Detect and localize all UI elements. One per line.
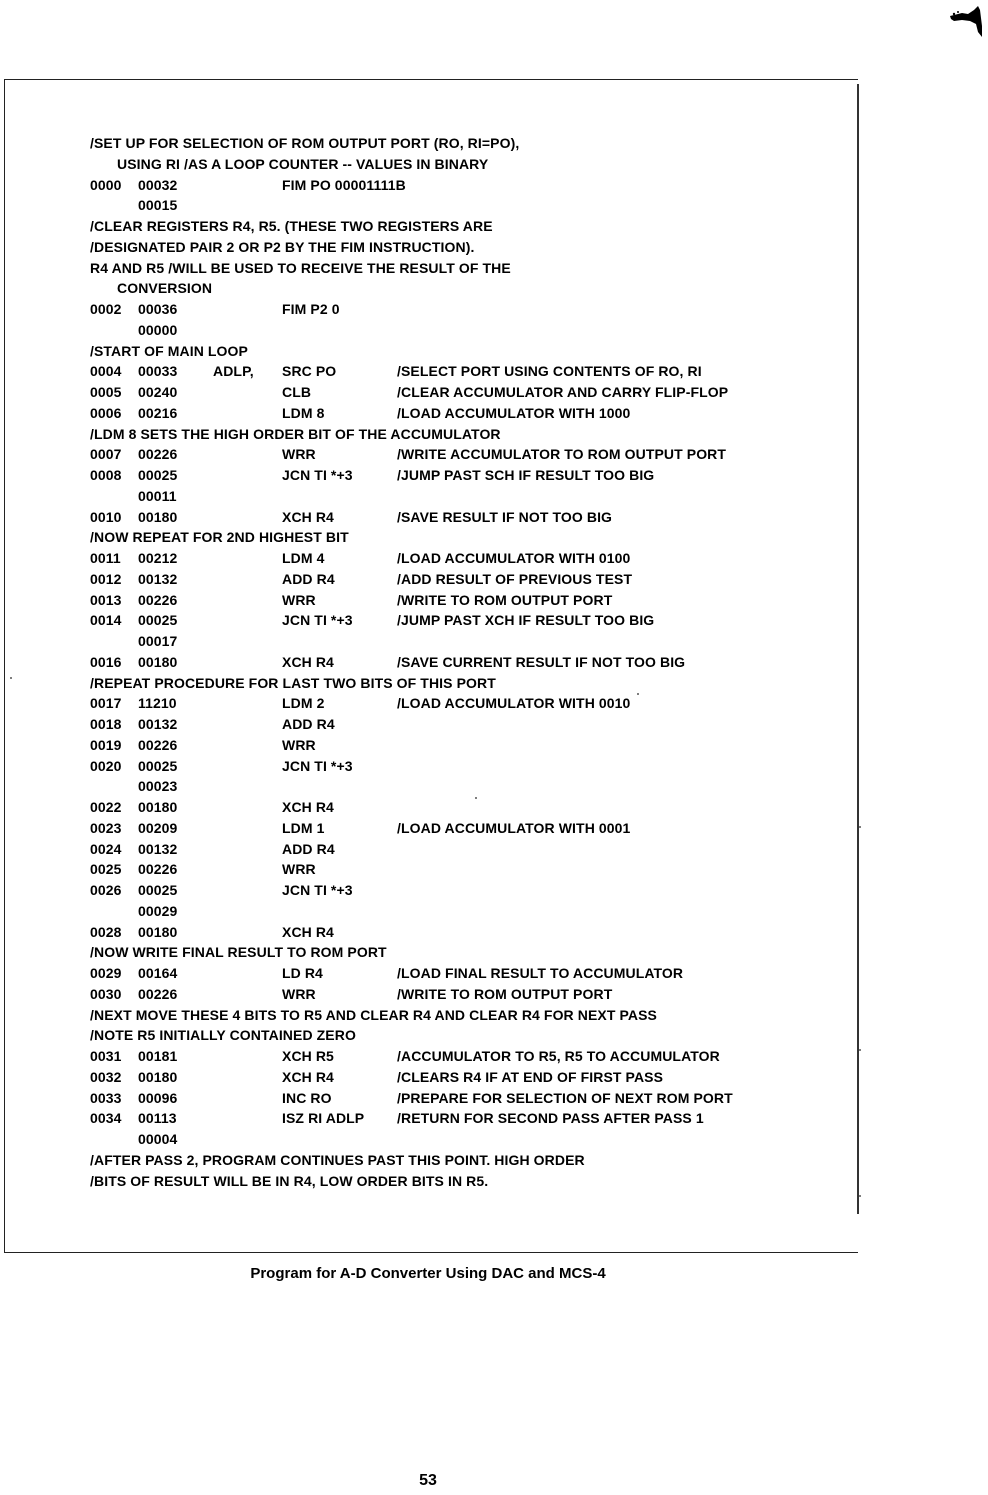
code-line [87, 859, 847, 880]
continuation-line [87, 195, 847, 216]
instruction: LD R4 [282, 965, 323, 981]
octal-code: 00181 [138, 1048, 178, 1064]
address: 0004 [90, 363, 122, 380]
comment-line [87, 1171, 847, 1192]
continuation-line [87, 320, 847, 341]
scan-speck [859, 826, 861, 828]
address: 0019 [90, 736, 122, 753]
inline-comment: /LOAD ACCUMULATOR WITH 1000 [397, 404, 631, 421]
instruction: CLB [282, 384, 312, 400]
instruction: LDM 4 [282, 550, 325, 566]
comment-text: /NOW WRITE FINAL RESULT TO ROM PORT [90, 944, 387, 961]
instruction: WRR [282, 736, 316, 753]
address: 0022 [90, 799, 122, 815]
code-line [87, 1088, 847, 1109]
comment-line [87, 154, 847, 175]
octal-code: 00212 [138, 550, 178, 566]
comment-text: /NEXT MOVE THESE 4 BITS TO R5 AND CLEAR R4 AND CLEAR R4 FOR NEXT PASS [90, 1006, 657, 1023]
inline-comment: /SAVE RESULT IF NOT TOO BIG [397, 508, 613, 525]
instruction: FIM PO 00001111B [282, 176, 406, 193]
octal-code: 00025 [138, 882, 178, 898]
continuation-line [87, 486, 847, 507]
instruction: JCN TI *+3 [282, 467, 353, 483]
inline-comment: /PREPARE FOR SELECTION OF NEXT ROM PORT [397, 1089, 733, 1106]
instruction: XCH R4 [282, 508, 334, 525]
comment-text: /REPEAT PROCEDURE FOR LAST TWO BITS OF THIS PORT [90, 674, 496, 691]
inline-comment: /SELECT PORT USING CONTENTS OF RO, RI [397, 363, 702, 380]
instruction: WRR [282, 861, 316, 878]
address: 0011 [90, 550, 121, 566]
code-line [87, 361, 847, 382]
instruction: INC RO [282, 1089, 332, 1106]
octal-code: 00226 [138, 446, 178, 463]
code-line [87, 444, 847, 465]
inline-comment: /WRITE TO ROM OUTPUT PORT [397, 985, 613, 1002]
inline-comment: /JUMP PAST XCH IF RESULT TOO BIG [397, 612, 655, 629]
code-line [87, 963, 847, 984]
code-line [87, 880, 847, 901]
instruction: LDM 1 [282, 819, 325, 836]
figure-caption: Program for A-D Converter Using DAC and MCS-4 [250, 1265, 606, 1282]
comment-text: /AFTER PASS 2, PROGRAM CONTINUES PAST THIS POINT. HIGH ORDER [90, 1151, 585, 1168]
inline-comment: /ACCUMULATOR TO R5, R5 TO ACCUMULATOR [397, 1048, 720, 1064]
octal-code: 00011 [138, 487, 177, 504]
address: 0030 [90, 985, 122, 1002]
code-line [87, 548, 847, 569]
octal-code: 00132 [138, 570, 178, 587]
octal-code: 00226 [138, 861, 178, 878]
instruction: ISZ RI ADLP [282, 1110, 365, 1127]
comment-text: R4 AND R5 /WILL BE USED TO RECEIVE THE RESULT OF THE [90, 259, 511, 276]
octal-code: 00240 [138, 384, 178, 400]
inline-comment: /JUMP PAST SCH IF RESULT TOO BIG [397, 467, 655, 483]
code-line [87, 465, 847, 486]
address: 0028 [90, 923, 122, 940]
code-line [87, 299, 847, 320]
code-line [87, 175, 847, 196]
code-line [87, 569, 847, 590]
octal-code: 00164 [138, 965, 178, 981]
octal-code: 00015 [138, 197, 178, 214]
code-line [87, 693, 847, 714]
octal-code: 00017 [138, 633, 178, 649]
address: 0024 [90, 840, 122, 857]
instruction: XCH R5 [282, 1048, 334, 1064]
code-line [87, 403, 847, 424]
continuation-line [87, 901, 847, 922]
address: 0005 [90, 384, 122, 400]
continuation-line [87, 631, 847, 652]
instruction: ADD R4 [282, 840, 335, 857]
inline-comment: /SAVE CURRENT RESULT IF NOT TOO BIG [397, 653, 686, 670]
scan-speck [475, 797, 477, 799]
comment-line [87, 1025, 847, 1046]
address: 0016 [90, 653, 122, 670]
octal-code: 00216 [138, 404, 178, 421]
inline-comment: /WRITE ACCUMULATOR TO ROM OUTPUT PORT [397, 446, 727, 463]
octal-code: 00209 [138, 819, 178, 836]
corner-mark-icon [948, 4, 986, 38]
address: 0029 [90, 965, 122, 981]
instruction: LDM 8 [282, 404, 325, 421]
comment-line [87, 216, 847, 237]
address: 0034 [90, 1110, 122, 1127]
address: 0012 [90, 570, 122, 587]
address: 0007 [90, 446, 122, 463]
page-number: 53 [419, 1472, 437, 1489]
address: 0020 [90, 757, 122, 774]
octal-code: 00029 [138, 902, 178, 919]
address: 0002 [90, 301, 122, 317]
address: 0032 [90, 1068, 122, 1085]
octal-code: 00226 [138, 591, 178, 608]
scan-speck [10, 677, 12, 679]
comment-text: CONVERSION [117, 280, 213, 297]
continuation-line [87, 776, 847, 797]
code-line [87, 652, 847, 673]
address: 0025 [90, 861, 122, 878]
instruction: FIM P2 0 [282, 301, 340, 317]
octal-code: 00132 [138, 840, 178, 857]
label: ADLP, [213, 363, 254, 380]
octal-code: 00180 [138, 653, 178, 670]
comment-line [87, 1150, 847, 1171]
comment-line [87, 133, 847, 154]
address: 0017 [90, 695, 122, 712]
instruction: XCH R4 [282, 1068, 334, 1085]
code-line [87, 756, 847, 777]
comment-line [87, 237, 847, 258]
address: 0023 [90, 819, 122, 836]
octal-code: 00025 [138, 757, 178, 774]
comment-text: USING RI /AS A LOOP COUNTER -- VALUES IN BINARY [117, 155, 489, 172]
address: 0000 [90, 176, 122, 193]
comment-text: /CLEAR REGISTERS R4, R5. (THESE TWO REGISTERS ARE [90, 218, 493, 234]
inline-comment: /WRITE TO ROM OUTPUT PORT [397, 591, 613, 608]
instruction: ADD R4 [282, 716, 335, 732]
octal-code: 00023 [138, 778, 178, 795]
address: 0031 [90, 1048, 122, 1064]
comment-text: /NOW REPEAT FOR 2ND HIGHEST BIT [90, 529, 349, 546]
code-line [87, 735, 847, 756]
code-line [87, 984, 847, 1005]
inline-comment: /RETURN FOR SECOND PASS AFTER PASS 1 [397, 1110, 704, 1127]
octal-code: 00180 [138, 799, 178, 815]
inline-comment: /LOAD ACCUMULATOR WITH 0001 [397, 819, 631, 836]
comment-line [87, 278, 847, 299]
instruction: JCN TI *+3 [282, 612, 353, 629]
instruction: WRR [282, 591, 316, 608]
instruction: SRC PO [282, 363, 337, 380]
instruction: JCN TI *+3 [282, 757, 353, 774]
octal-code: 00226 [138, 985, 178, 1002]
octal-code: 00032 [138, 176, 178, 193]
frame-right-edge [857, 84, 859, 1214]
octal-code: 00033 [138, 363, 178, 380]
instruction: XCH R4 [282, 653, 334, 670]
comment-line [87, 673, 847, 694]
inline-comment: /CLEAR ACCUMULATOR AND CARRY FLIP-FLOP [397, 384, 729, 400]
scan-speck [859, 1049, 861, 1051]
instruction: XCH R4 [282, 923, 334, 940]
code-line [87, 507, 847, 528]
address: 0008 [90, 467, 122, 483]
octal-code: 00180 [138, 508, 178, 525]
inline-comment: /LOAD ACCUMULATOR WITH 0010 [397, 695, 631, 712]
program-listing [87, 133, 847, 1191]
address: 0014 [90, 612, 122, 629]
octal-code: 00025 [138, 467, 178, 483]
comment-text: /SET UP FOR SELECTION OF ROM OUTPUT PORT (RO, RI=PO), [90, 135, 520, 151]
instruction: LDM 2 [282, 695, 325, 712]
code-line [87, 922, 847, 943]
octal-code: 00180 [138, 923, 178, 940]
address: 0018 [90, 716, 122, 732]
inline-comment: /ADD RESULT OF PREVIOUS TEST [397, 570, 633, 587]
instruction: WRR [282, 446, 316, 463]
comment-line [87, 258, 847, 279]
address: 0026 [90, 882, 122, 898]
octal-code: 00113 [138, 1110, 177, 1127]
octal-code: 00096 [138, 1089, 178, 1106]
code-line [87, 1046, 847, 1067]
octal-code: 00004 [138, 1131, 178, 1147]
octal-code: 00132 [138, 716, 178, 732]
continuation-line [87, 1129, 847, 1150]
code-line [87, 839, 847, 860]
comment-line [87, 1005, 847, 1026]
address: 0006 [90, 404, 122, 421]
inline-comment: /LOAD ACCUMULATOR WITH 0100 [397, 550, 631, 566]
octal-code: 00226 [138, 736, 178, 753]
octal-code: 00036 [138, 301, 178, 317]
code-line [87, 382, 847, 403]
address: 0013 [90, 591, 122, 608]
instruction: XCH R4 [282, 799, 334, 815]
code-line [87, 818, 847, 839]
inline-comment: /CLEARS R4 IF AT END OF FIRST PASS [397, 1068, 664, 1085]
code-line [87, 1067, 847, 1088]
comment-line [87, 527, 847, 548]
instruction: ADD R4 [282, 570, 335, 587]
octal-code: 11210 [138, 695, 177, 712]
code-line [87, 1108, 847, 1129]
code-line [87, 610, 847, 631]
code-line [87, 590, 847, 611]
comment-line [87, 942, 847, 963]
address: 0033 [90, 1089, 122, 1106]
octal-code: 00025 [138, 612, 178, 629]
comment-text: /DESIGNATED PAIR 2 OR P2 BY THE FIM INSTRUCTION). [90, 238, 475, 255]
comment-text: /BITS OF RESULT WILL BE IN R4, LOW ORDER BITS IN R5. [90, 1172, 489, 1189]
code-line [87, 797, 847, 818]
comment-text: /START OF MAIN LOOP [90, 342, 248, 359]
scan-speck [859, 1195, 861, 1197]
comment-line [87, 341, 847, 362]
octal-code: 00000 [138, 321, 178, 338]
address: 0010 [90, 508, 122, 525]
comment-line [87, 424, 847, 445]
inline-comment: /LOAD FINAL RESULT TO ACCUMULATOR [397, 965, 684, 981]
comment-text: /LDM 8 SETS THE HIGH ORDER BIT OF THE ACCUMULATOR [90, 425, 501, 442]
octal-code: 00180 [138, 1068, 178, 1085]
scan-speck [637, 693, 639, 695]
instruction: JCN TI *+3 [282, 882, 353, 898]
instruction: WRR [282, 985, 316, 1002]
code-line [87, 714, 847, 735]
comment-text: /NOTE R5 INITIALLY CONTAINED ZERO [90, 1027, 356, 1044]
